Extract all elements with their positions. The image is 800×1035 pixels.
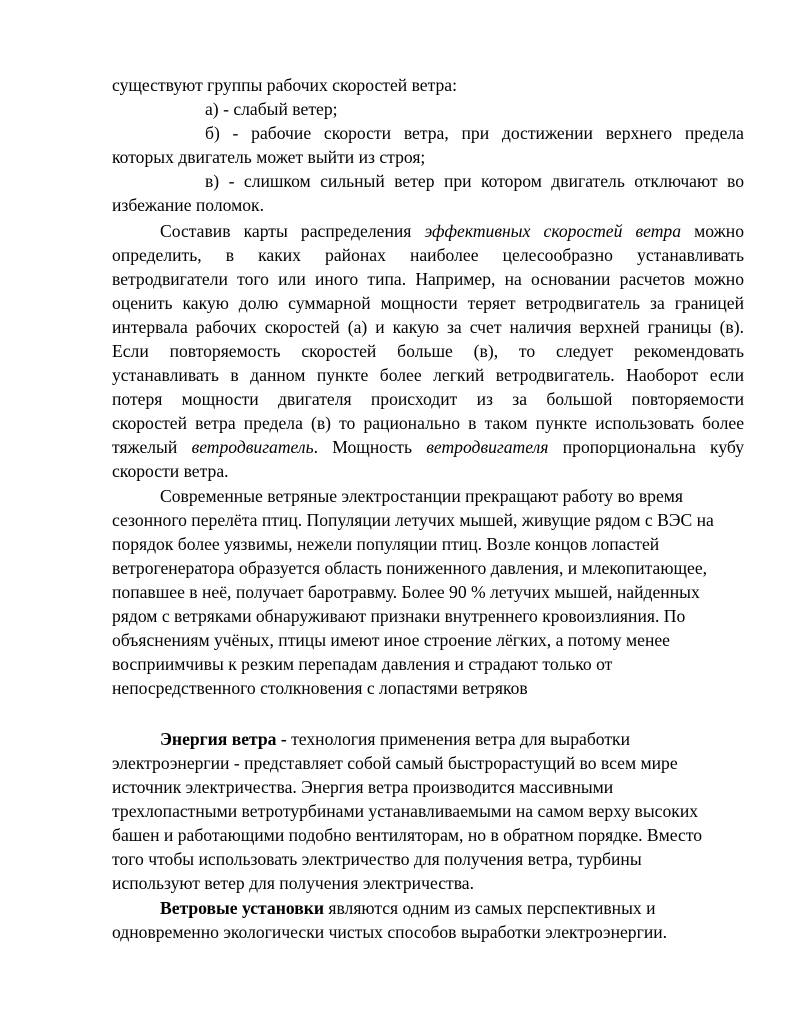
- text-line: башен и работающими подобно вентиляторам, но в обратном порядке. Вместо: [112, 825, 703, 845]
- text-line: Современные ветряные электростанции прекращают работу во время: [160, 486, 683, 506]
- text-line: в) - слишком сильный ветер при котором двигатель отключают во: [205, 171, 744, 191]
- text-line: источник электричества. Энергия ветра производится массивными: [112, 777, 614, 797]
- text-line: Если повторяемость скоростей больше (в), то следует рекомендовать: [112, 341, 744, 361]
- text-line: рядом с ветряками обнаруживают признаки внутреннего кровоизлияния. По: [112, 606, 686, 626]
- text-line: [160, 219, 744, 243]
- text-run: технология применения ветра для выработки: [286, 729, 631, 749]
- bold-term: Энергия ветра -: [160, 729, 287, 749]
- text-line: объяснениям учёных, птицы имеют иное строение лёгких, а потому менее: [112, 630, 670, 650]
- text-run: Составив карты распределения: [160, 221, 425, 241]
- italic-term: эффективных скоростей ветра: [424, 221, 682, 241]
- text-line: ветродвигатели того или иного типа. Например, на основании расчетов можно: [112, 269, 744, 289]
- text-line: существуют группы рабочих скоростей ветра:: [112, 75, 457, 95]
- text-line: порядок более уязвимы, нежели популяции птиц. Возле концов лопастей: [112, 534, 660, 554]
- text-line: непосредственного столкновения с лопастями ветряков: [112, 678, 528, 698]
- text-line: устанавливать в данном пункте более легкий ветродвигатель. Наоборот если: [112, 365, 744, 385]
- text-line: трехлопастными ветротурбинами устанавливаемыми на самом верху высоких: [112, 801, 699, 821]
- text-line: а) - слабый ветер;: [205, 99, 338, 119]
- italic-term: ветродвигателя: [426, 437, 549, 457]
- text-line: того чтобы использовать электричество для получения ветра, турбины: [112, 849, 642, 869]
- text-line: интервала рабочих скоростей (а) и какую за счет наличия верхней границы (в).: [112, 317, 744, 337]
- text-line: восприимчивы к резким перепадам давления и страдают только от: [112, 654, 613, 674]
- text-line: оценить какую долю суммарной мощности теряет ветродвигатель за границей: [112, 293, 744, 313]
- text-line: [160, 727, 744, 751]
- text-line: скорости ветра.: [112, 461, 229, 481]
- text-line: [112, 435, 744, 459]
- text-line: используют ветер для получения электричества.: [112, 873, 474, 893]
- text-line: б) - рабочие скорости ветра, при достижении верхнего предела: [205, 123, 744, 143]
- bold-term: Ветровые установки: [160, 898, 324, 918]
- text-line: избежание поломок.: [112, 195, 264, 215]
- text-line: [160, 896, 744, 920]
- text-line: скоростей ветра предела (в) то рационально в таком пункте использовать более: [112, 413, 744, 433]
- text-line: попавшее в неё, получает баротравму. Более 90 % летучих мышей, найденных: [112, 582, 700, 602]
- text-line: сезонного перелёта птиц. Популяции летучих мышей, живущие рядом с ВЭС на: [112, 510, 714, 530]
- text-line: электроэнергии - представляет собой самый быстрорастущий во всем мире: [112, 753, 678, 773]
- text-line: одновременно экологически чистых способов выработки электроэнергии.: [112, 922, 668, 942]
- text-line: потеря мощности двигателя происходит из за большой повторяемости: [112, 389, 744, 409]
- text-run: пропорциональна кубу: [548, 437, 744, 457]
- italic-term: ветродвигатель: [191, 437, 314, 457]
- text-line: определить, в каких районах наиболее целесообразно устанавливать: [112, 245, 744, 265]
- text-run: можно: [681, 221, 745, 241]
- text-run: тяжелый: [112, 437, 192, 457]
- text-line: ветрогенератора образуется область пониженного давления, и млекопитающее,: [112, 558, 708, 578]
- text-run: . Мощность: [313, 437, 427, 457]
- text-line: которых двигатель может выйти из строя;: [112, 147, 426, 167]
- text-run: являются одним из самых перспективных и: [323, 898, 656, 918]
